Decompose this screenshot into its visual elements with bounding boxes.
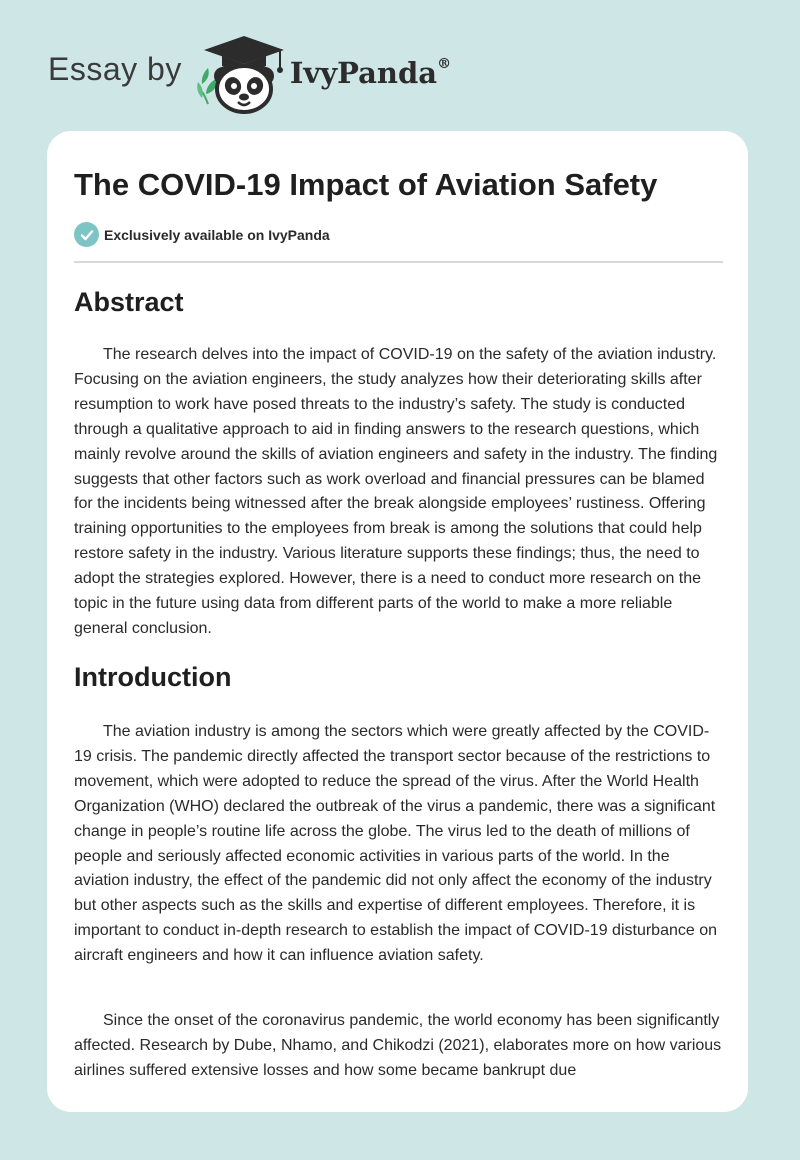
exclusive-badge [74,222,330,247]
introduction-paragraph-1: The aviation industry is among the sectors which were greatly affected by the COVID-19 crisis. The pandemic directly affected the transport sector because of the restrictions to movement, which were adopted to reduce the spread of the virus. After the World Health Organization (WHO) declared the outbreak of the virus a pandemic, there was a significant change in people’s routine life across the globe. The virus led to the death of millions of people and seriously affected economic activities in various parts of the world. In the aviation industry, the effect of the pandemic did not only affect the economy of the industry but other aspects such as the skills and expertise of different employees. Therefore, it is important to conduct in-depth research to establish the impact of COVID-19 disturbance on aircraft engineers and how it can influence aviation safety. [74,723,718,965]
essay-card [47,131,748,1112]
exclusive-badge-label: Exclusively available on IvyPanda [104,226,330,243]
panda-graduate-logo-icon[interactable] [196,34,288,114]
abstract-heading: Abstract [74,287,184,317]
site-header [48,34,451,114]
registered-mark: ® [437,56,452,73]
check-circle-icon [74,222,99,247]
introduction-paragraph-2: Since the onset of the coronavirus pandemic, the world economy has been significantly affected. Research by Dube, Nhamo, and Chikodzi (2021), elaborates more on how various airlines suffered extensive losses and how some became bankrupt due [74,1012,722,1079]
page-title: The COVID-19 Impact of Aviation Safety [74,167,658,202]
title-divider [74,261,723,263]
abstract-paragraph: The research delves into the impact of COVID-19 on the safety of the aviation industry. Focusing on the aviation engineers, the study analyzes how their deteriorating skills after resumption to work have posed threats to the industry’s safety. The study is conducted through a qualitative approach to aid in finding answers to the research questions, which mainly revolve around the skills of aviation engineers and safety in the industry. The finding suggests that other factors such as work overload and financial pressures can be blamed for the incidents being witnessed after the break alongside employees’ rustiness. Offering training opportunities to the employees from break is among the solutions that could help restore safety in the industry. Various literature supports these findings; thus, the need to adopt the strategies explored. However, there is a need to conduct more research on the topic in the future using data from different parts of the world to make a more reliable general conclusion. [74,346,718,637]
essay-by-label: Essay by [48,50,182,87]
brand-name[interactable]: IvyPanda® [289,56,452,90]
introduction-heading: Introduction [74,662,232,692]
